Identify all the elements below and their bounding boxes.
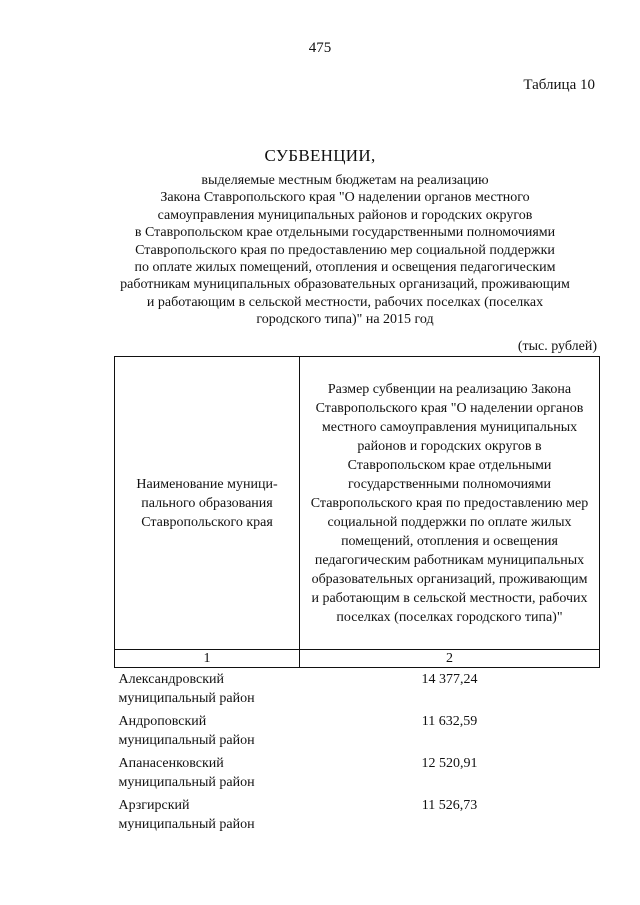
column-header-municipality — [115, 357, 300, 650]
subvention-amount: 11 632,59 — [421, 714, 478, 729]
header-line: поселках (поселках городского типа)" — [336, 609, 563, 625]
table-row — [115, 794, 600, 836]
units-label: (тыс. рублей) — [517, 339, 597, 354]
municipality-name-line: муниципальный район — [118, 733, 255, 748]
subtitle-line: самоуправления муниципальных районов и городских округов — [157, 207, 533, 223]
subtitle-line: по оплате жилых помещений, отопления и освещения педагогическим — [134, 260, 556, 276]
subvention-amount: 14 377,24 — [421, 672, 478, 687]
header-line: помещений, отопления и освещения — [341, 533, 558, 549]
municipality-name-line: Арзгирский — [118, 798, 190, 813]
municipality-name-line: муниципальный район — [118, 775, 255, 790]
document-subtitle — [110, 172, 580, 329]
municipality-name — [115, 710, 300, 752]
subvention-amount: 11 526,73 — [421, 798, 478, 813]
subvention-table — [114, 356, 600, 836]
table-header-row — [115, 357, 600, 650]
header-line: Наименование муници- — [136, 476, 278, 492]
column-header-subvention-amount — [300, 357, 600, 650]
header-line: педагогическим работникам муниципальных — [314, 552, 585, 568]
municipality-name — [115, 668, 300, 711]
subtitle-line: выделяемые местным бюджетам на реализацию — [201, 173, 489, 188]
header-line: и работающим в сельской местности, рабочих — [311, 590, 588, 606]
header-line: Размер субвенции на реализацию Закона — [327, 381, 572, 397]
column-number-row — [115, 650, 600, 668]
header-line: пального образования — [141, 495, 273, 511]
header-line: образовательных организаций, проживающим — [311, 571, 588, 587]
document-title: СУБВЕНЦИИ, — [264, 146, 376, 165]
header-line: Ставропольском крае отдельными — [347, 457, 552, 473]
table-row — [115, 710, 600, 752]
header-line: местного самоуправления муниципальных — [321, 419, 578, 435]
subvention-amount: 12 520,91 — [421, 756, 478, 771]
subtitle-line: городского типа)" на 2015 год — [256, 312, 434, 328]
subtitle-line: и работающим в сельской местности, рабочих поселках (поселках — [146, 294, 544, 310]
table-label: Таблица 10 — [523, 77, 595, 93]
column-number: 1 — [115, 650, 300, 668]
header-line: государственными полномочиями — [348, 476, 551, 492]
table-row — [115, 668, 600, 711]
header-line: Ставропольского края "О наделении органов — [315, 400, 584, 416]
subtitle-line: Закона Ставропольского края "О наделении органов местного — [160, 190, 530, 206]
column-number: 2 — [300, 650, 600, 668]
header-line: районов и городских округов в — [357, 438, 542, 454]
municipality-name-line: Андроповский — [118, 714, 207, 729]
page-number: 475 — [308, 40, 332, 56]
municipality-name — [115, 752, 300, 794]
header-line: социальной поддержки по оплате жилых — [327, 514, 572, 530]
municipality-name-line: Апанасенковский — [118, 756, 224, 771]
municipality-name-line: муниципальный район — [118, 691, 255, 706]
municipality-name-line: муниципальный район — [118, 817, 255, 832]
subtitle-line: Ставропольского края по предоставлению мер социальной поддержки — [135, 242, 555, 258]
table-row — [115, 752, 600, 794]
header-line: Ставропольского края — [141, 514, 273, 530]
subtitle-line: в Ставропольском крае отдельными государственными полномочиями — [134, 225, 556, 241]
header-line: Ставропольского края по предоставлению мер — [310, 495, 589, 511]
municipality-name-line: Александровский — [118, 672, 225, 687]
municipality-name — [115, 794, 300, 836]
subtitle-line: работникам муниципальных образовательных организаций, проживающим — [120, 277, 570, 293]
